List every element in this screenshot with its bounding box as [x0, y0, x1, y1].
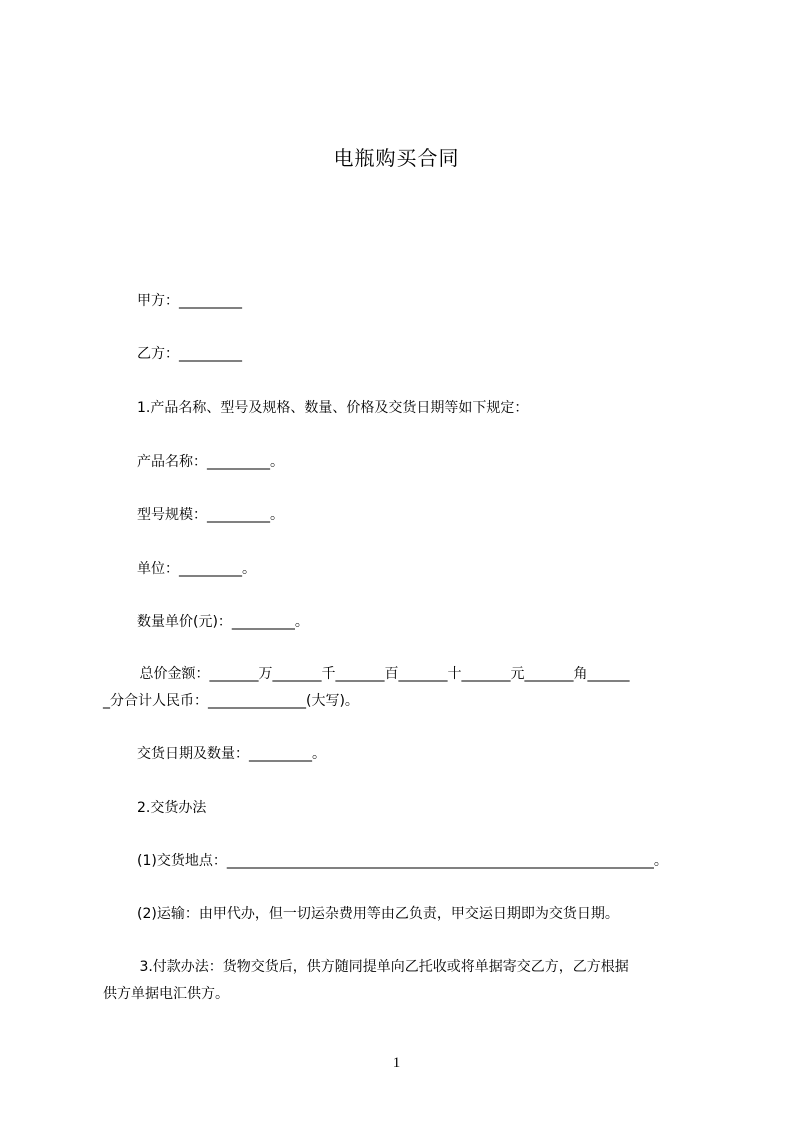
- total-amount-paragraph: [103, 661, 703, 715]
- party-b-line: 乙方：_________: [137, 346, 242, 362]
- clause-1-heading: 1.产品名称、型号及规格、数量、价格及交货日期等如下规定：: [137, 400, 529, 416]
- total-amount-line-1: 总价金额：_______万_______千_______百_______十_______元_______角______: [135, 666, 630, 682]
- quantity-price-line: 数量单价(元)：_________。: [137, 614, 309, 630]
- delivery-date-quantity-line: 交货日期及数量：_________。: [137, 746, 326, 762]
- clause-3-paragraph: [103, 954, 703, 1008]
- model-spec-line: 型号规模：_________。: [137, 507, 284, 523]
- delivery-place-line: (1)交货地点：_____________________________________________________________。: [137, 853, 668, 869]
- total-amount-line-2: _分合计人民币：______________(大写)。: [103, 693, 359, 709]
- page-number: 1: [392, 1055, 401, 1071]
- product-name-line: 产品名称：_________。: [137, 454, 284, 470]
- clause-2-heading: 2.交货办法: [137, 800, 207, 816]
- unit-line: 单位：_________。: [137, 561, 256, 577]
- transport-line: (2)运输：由甲代办，但一切运杂费用等由乙负责，甲交运日期即为交货日期。: [137, 906, 619, 922]
- document-title: 电瓶购买合同: [333, 146, 460, 170]
- clause-3-line-1: 3.付款办法：货物交货后，供方随同提单向乙托收或将单据寄交乙方，乙方根据: [135, 959, 629, 975]
- party-a-line: 甲方：_________: [137, 293, 242, 309]
- clause-3-line-2: 供方单据电汇供方。: [103, 986, 229, 1002]
